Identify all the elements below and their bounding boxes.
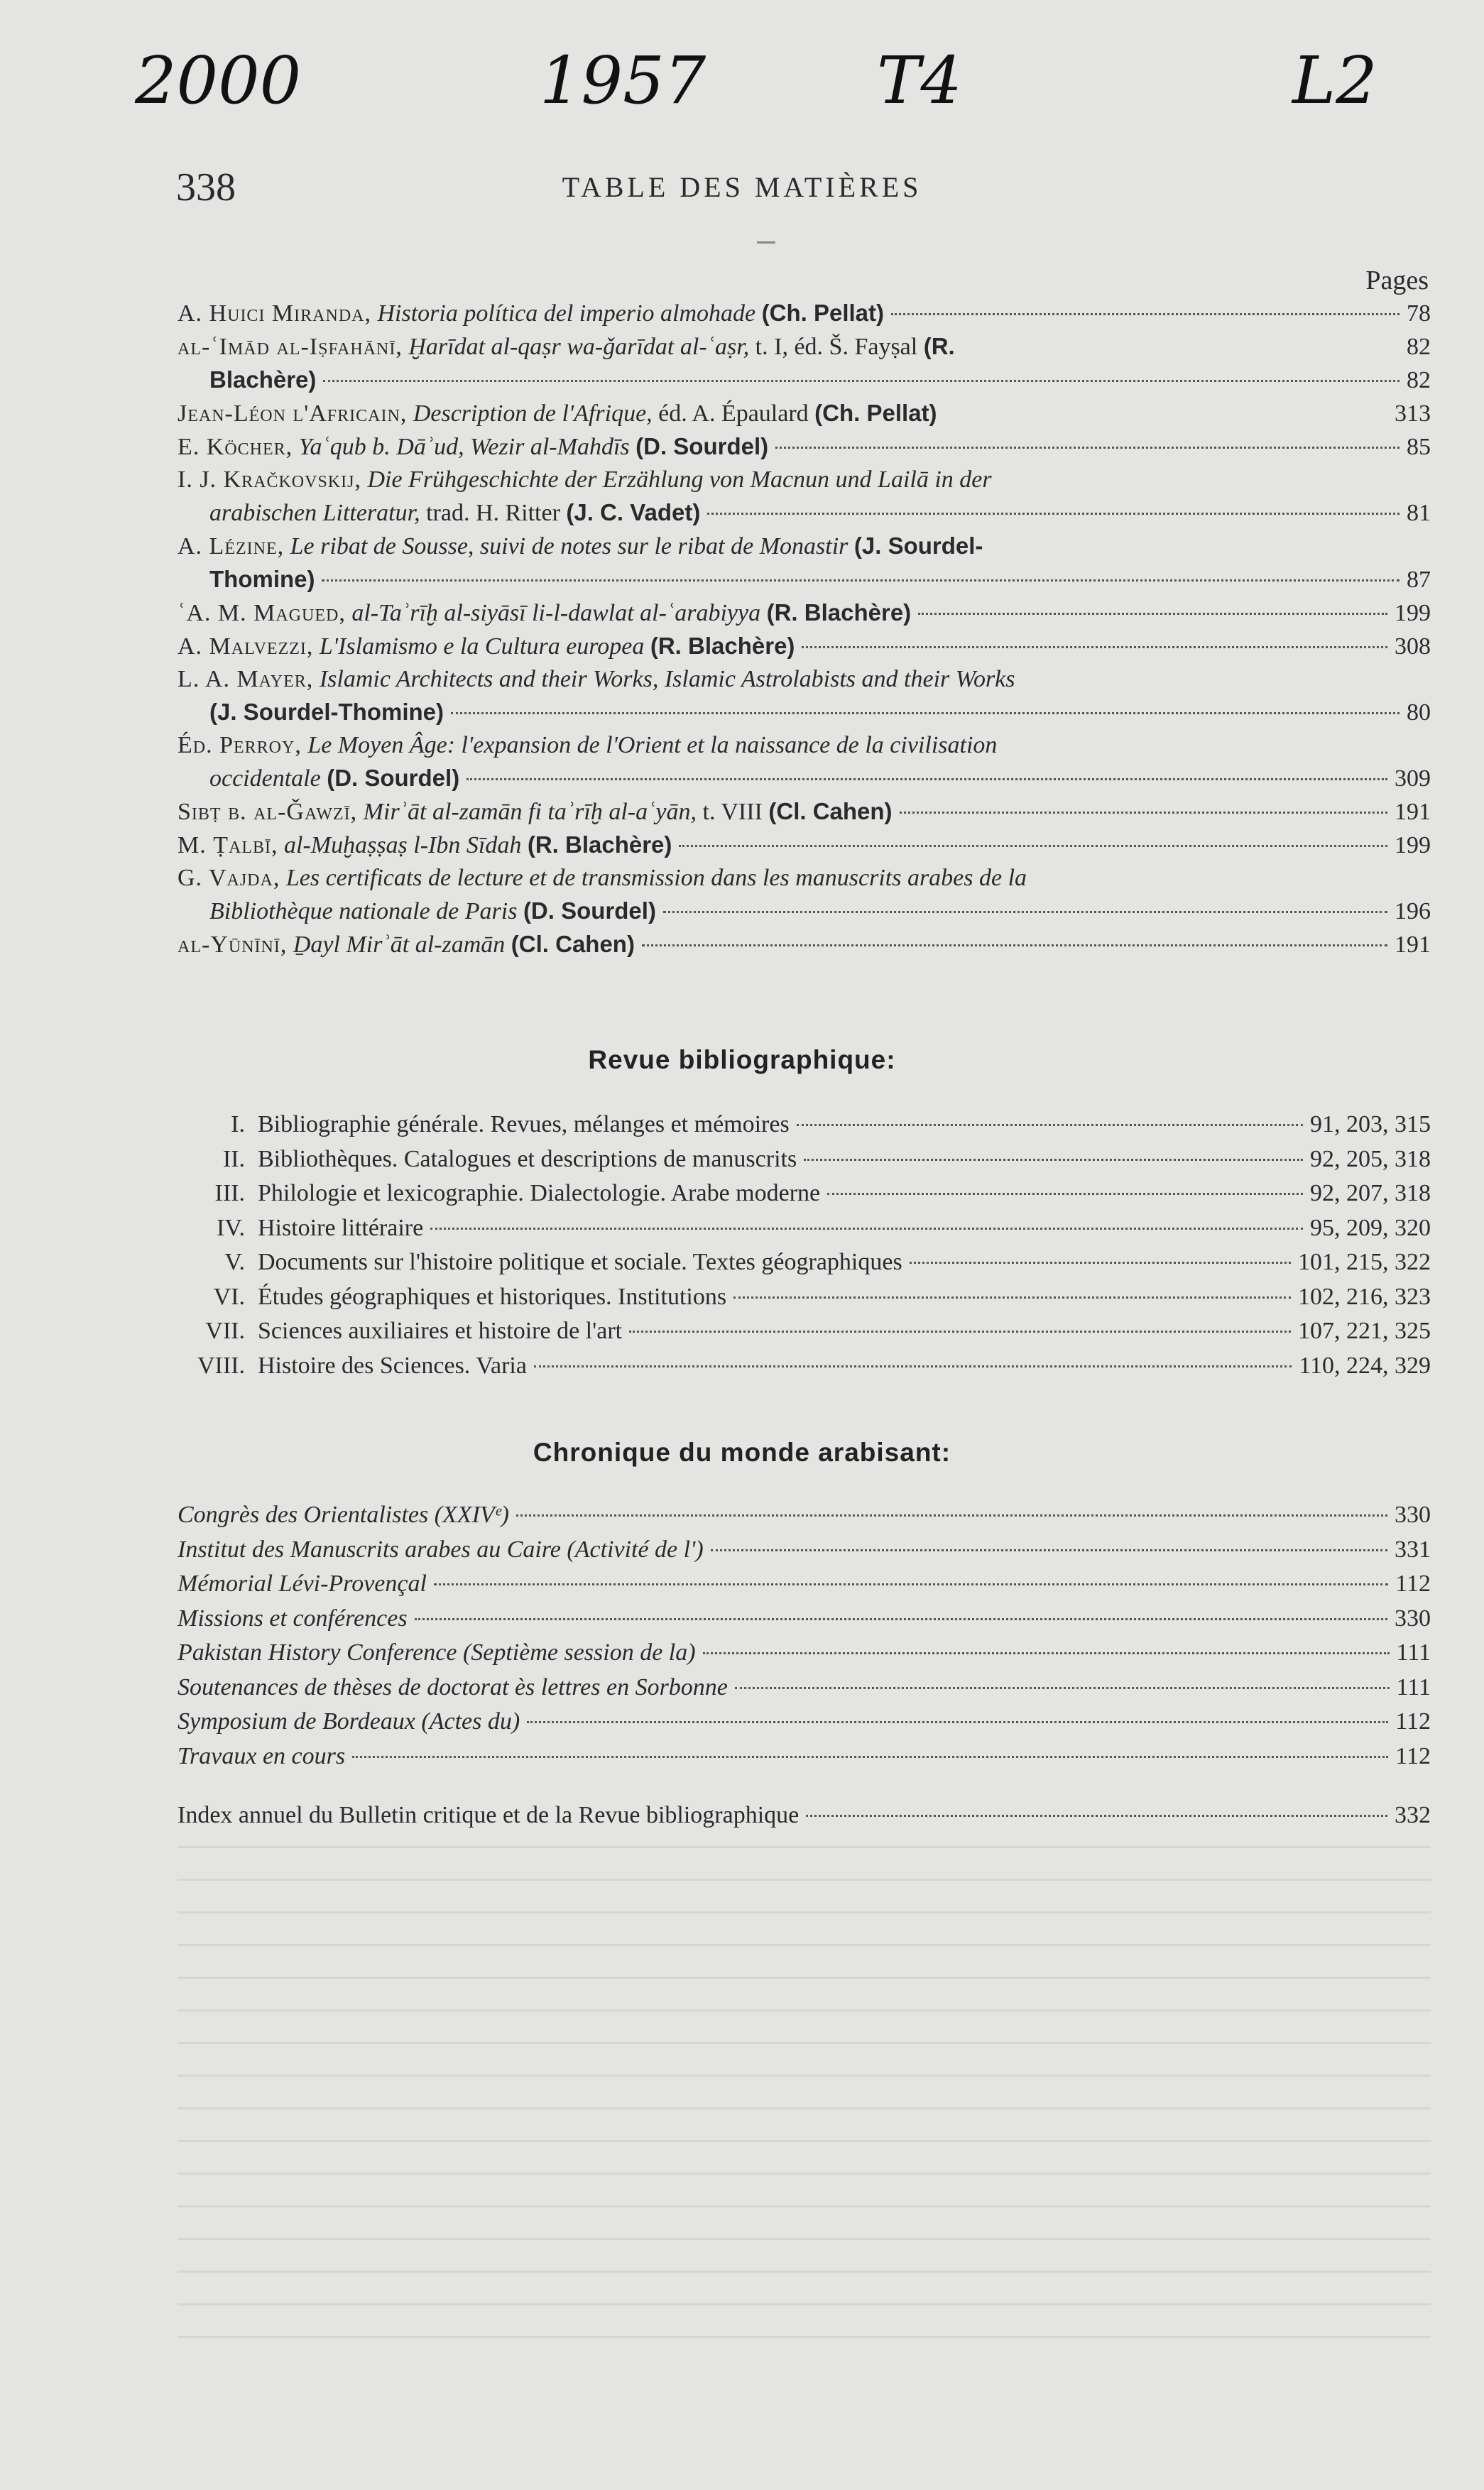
running-head: TABLE DES MATIÈRES [562,171,922,203]
revue-list [178,1108,1431,1383]
list-item: I. Bibliographie générale. Revues, mélanges et mémoires 91, 203, 315 [231,1111,1431,1137]
page-ref: 191 [1395,799,1431,825]
toc-entry: E. Köcher, Yaʿqub b. Dāʾud, Wezir al-Mahdīs (D. Sourdel) 85 [178,430,1431,464]
toc-entry: Jean-Léon l'Africain, Description de l'Afrique, éd. A. Épaulard (Ch. Pellat) 313 [178,397,1431,430]
list-item: Pakistan History Conference (Septième session de la) 111 [178,1639,1431,1666]
list-item: VI. Études géographiques et historiques. Institutions 102, 216, 323 [213,1283,1431,1310]
page-ref: 82 [1407,334,1431,360]
chronique-list [178,1498,1431,1774]
divider [757,241,775,244]
page-ref: 78 [1407,300,1431,327]
toc-entry: A. Malvezzi, L'Islamismo e la Cultura europea (R. Blachère) 308 [178,630,1431,663]
page-ref: 308 [1395,633,1431,660]
index-entry: Index annuel du Bulletin critique et de la Revue bibliographique 332 [178,1802,1431,1828]
bleed-through [178,1846,1431,2343]
page-ref: 87 [1407,567,1431,593]
toc-entry: Sibṭ b. al-Ǧawzī, Mirʾāt al-zamān fi taʾrīḫ al-aʿyān, t. VIII (Cl. Cahen) 191 [178,795,1431,829]
page-ref: 199 [1395,600,1431,626]
list-item: VIII. Histoire des Sciences. Varia 110, 224, 329 [197,1352,1431,1379]
review-entries-list [178,297,1431,961]
list-item: Missions et conférences 330 [178,1605,1431,1632]
toc-entry: G. Vajda, Les certificats de lecture et de transmission dans les manuscrits arabes de la Bibliothèque nationale de Paris (D. Sourdel) 196 [178,862,1431,928]
page-number: 338 [176,165,236,209]
toc-entry: Éd. Perroy, Le Moyen Âge: l'expansion de l'Orient et la naissance de la civilisation occidentale (D. Sourdel) 309 [178,729,1431,795]
page-ref: 80 [1407,699,1431,726]
chronique-heading: Chronique du monde arabisant: [533,1438,951,1467]
toc-entry: A. Huici Miranda, Historia política del imperio almohade (Ch. Pellat) 78 [178,297,1431,330]
list-item: Travaux en cours 112 [178,1742,1431,1769]
toc-entry: al-Yūnīnī, Ḏayl Mirʾāt al-zamān (Cl. Cahen) 191 [178,928,1431,961]
page-ref: 81 [1407,500,1431,526]
toc-entry: L. A. Mayer, Islamic Architects and their Works, Islamic Astrolabists and their Works (J. Sourdel-Thomine) 80 [178,663,1431,729]
revue-heading: Revue bibliographique: [588,1045,896,1074]
page-ref: 196 [1395,898,1431,924]
handwritten-note-3: T4 [877,43,962,119]
toc-entry: M. Ṭalbī, al-Muḫaṣṣaṣ l-Ibn Sīdah (R. Blachère) 199 [178,829,1431,862]
page-ref: 309 [1395,765,1431,792]
handwritten-note-1: 2000 [135,43,302,119]
list-item: V. Documents sur l'histoire politique et sociale. Textes géographiques 101, 215, 322 [224,1249,1431,1275]
list-item: Mémorial Lévi-Provençal 112 [178,1571,1431,1597]
page-ref: 191 [1395,932,1431,958]
list-item: VII. Sciences auxiliaires et histoire de l'art 107, 221, 325 [205,1318,1431,1344]
handwritten-note-2: 1957 [540,43,706,119]
page-ref: 199 [1395,832,1431,858]
list-item: III. Philologie et lexicographie. Dialectologie. Arabe moderne 92, 207, 318 [214,1180,1431,1206]
toc-entry: I. J. Kračkovskij, Die Frühgeschichte der Erzählung von Macnun und Lailā in der arabischen Litteratur, trad. H. Ritter (J. C. Vadet) 81 [178,464,1431,530]
list-item: Institut des Manuscrits arabes au Caire (Activité de l') 331 [178,1536,1431,1563]
list-item: Congrès des Orientalistes (XXIVᵉ) 330 [178,1502,1431,1528]
toc-entry: A. Lézine, Le ribat de Sousse, suivi de notes sur le ribat de Monastir (J. Sourdel- Thomine) 87 [178,530,1431,596]
list-item: Symposium de Bordeaux (Actes du) 112 [178,1708,1431,1735]
page-ref: 85 [1407,434,1431,460]
list-item: IV. Histoire littéraire 95, 209, 320 [217,1214,1431,1241]
toc-entry: al-ʿImād al-Iṣfahānī, Ḫarīdat al-qaṣr wa-ǧarīdat al-ʿaṣr, t. I, éd. Š. Fayṣal (R. 82 Blachère) 82 [178,330,1431,397]
handwritten-note-4: L2 [1292,43,1377,119]
pages-column-label: Pages [1365,266,1429,295]
list-item: II. Bibliothèques. Catalogues et descriptions de manuscrits 92, 205, 318 [222,1145,1431,1172]
toc-entry: ʿA. M. Magued, al-Taʾrīḫ al-siyāsī li-l-dawlat al-ʿarabiyya (R. Blachère) 199 [178,596,1431,630]
list-item: Soutenances de thèses de doctorat ès lettres en Sorbonne 111 [178,1673,1431,1700]
page-ref: 313 [1395,400,1431,427]
page-ref: 82 [1407,367,1431,393]
